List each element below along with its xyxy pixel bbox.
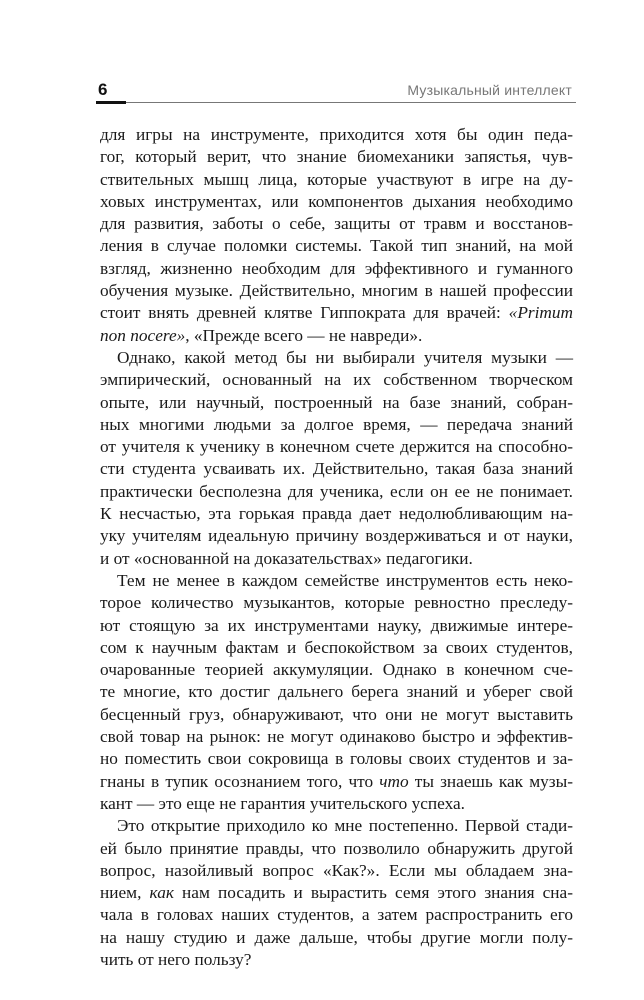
latin-quote-italic: «Primum: [508, 303, 573, 323]
text-line: очарованные теорией аккумуляции. Однако в конечном сче-: [100, 660, 573, 680]
text-line: бесценный груз, обнаруживают, что они не могут выставить: [100, 704, 573, 724]
text-line-mixed: [100, 882, 573, 904]
text-line: взгляд, жизненно необходим для эффективного и гуманного: [100, 258, 573, 278]
text-line: и от «основанной на доказательствах» педагогики.: [100, 548, 473, 568]
italic-word: что: [379, 771, 409, 791]
text-line: ных многими людьми за долгое время, — передача знаний: [100, 414, 573, 434]
text-line: эмпирический, основанный на их собственном творческом: [100, 370, 573, 390]
text-run: ты знаешь как музы-: [408, 771, 573, 791]
text-line: ей было принятие правды, что позволило обнаружить другой: [100, 838, 573, 858]
text-line: кант — это еще не гарантия учительского успеха.: [100, 793, 465, 813]
text-run: гнаны в тупик осознанием того, что: [100, 771, 380, 791]
page-number: 6: [98, 80, 108, 99]
text-run: нам посадить и вырастить семя этого знания сна-: [173, 883, 573, 903]
italic-word: как: [149, 883, 174, 903]
text-line-mixed: [100, 325, 573, 347]
text-line: уку учителям идеальную причину воздерживаться и от науки,: [100, 526, 573, 546]
text-line: сом к научным фактам и беспокойством за своих студентов,: [100, 637, 573, 657]
text-line: гог, который верит, что знание биомеханики запястья, чув-: [100, 147, 573, 167]
header-rule-thick: [96, 101, 126, 104]
text-line: свой товар на рынок: не могут одинаково быстро и эффектив-: [100, 727, 573, 747]
paragraph-2: [100, 347, 573, 570]
body-text: [100, 124, 573, 971]
text-run: стоит внять древней клятве Гиппократа для врачей:: [100, 303, 509, 323]
text-line: обучения музыке. Действительно, многим в нашей профессии: [100, 281, 573, 301]
paragraph-1: [100, 124, 573, 347]
text-line: Однако, какой метод бы ни выбирали учителя музыки —: [117, 347, 573, 367]
paragraph-4: [100, 815, 573, 971]
page-header: [96, 74, 576, 104]
text-run: , «Прежде всего — не навреди».: [185, 325, 423, 345]
text-line: но поместить свои сокровища в головы своих студентов и за-: [100, 749, 573, 769]
text-line: практически бесполезна для ученика, если он ее не понимает.: [100, 481, 573, 501]
text-line: сти студента усваивать их. Действительно, такая база знаний: [100, 459, 573, 479]
text-line: К несчастью, эта горькая правда дает недолюбливающим на-: [100, 504, 573, 524]
latin-quote-italic: non nocere»: [100, 325, 186, 345]
text-line: на нашу студию и даже дальше, чтобы другие могли полу-: [100, 927, 573, 947]
text-run: нием,: [100, 883, 150, 903]
text-line: ховых инструментах, или компонентов дыхания необходимо: [100, 191, 573, 211]
paragraph-3: [100, 570, 573, 815]
text-line: чить от него пользу?: [100, 949, 252, 969]
text-line: опыте, или научный, построенный на базе знаний, собран-: [100, 392, 573, 412]
text-line: вопрос, назойливый вопрос «Как?». Если мы обладаем зна-: [100, 860, 573, 880]
text-line: Тем не менее в каждом семействе инструментов есть неко-: [117, 570, 573, 590]
text-line: Это открытие приходило ко мне постепенно. Первой стади-: [117, 816, 573, 836]
text-line: для развития, заботы о себе, защиты от травм и восстанов-: [100, 214, 573, 234]
text-line: торое количество музыкантов, которые ревностно преследу-: [100, 593, 573, 613]
text-line: ют стоящую за их инструментами науку, движимые интере-: [100, 615, 573, 635]
text-line-mixed: [100, 771, 573, 793]
header-rule-thin: [126, 102, 576, 103]
text-line: для игры на инструменте, приходится хотя бы один педа-: [100, 125, 573, 144]
text-line: те многие, кто достиг дальнего берега знаний и уберег свой: [100, 682, 573, 702]
text-line: чала в головах наших студентов, а затем распространить его: [100, 905, 573, 925]
text-line: ления в случае поломки системы. Такой тип знаний, на мой: [100, 236, 573, 256]
text-line: от учителя к ученику в конечном счете держится на способно-: [100, 437, 573, 457]
text-line: ствительных мышц лица, которые участвуют в игре на ду-: [100, 169, 573, 189]
running-title: Музыкальный интеллект: [407, 82, 572, 98]
text-line-mixed: [100, 302, 573, 324]
